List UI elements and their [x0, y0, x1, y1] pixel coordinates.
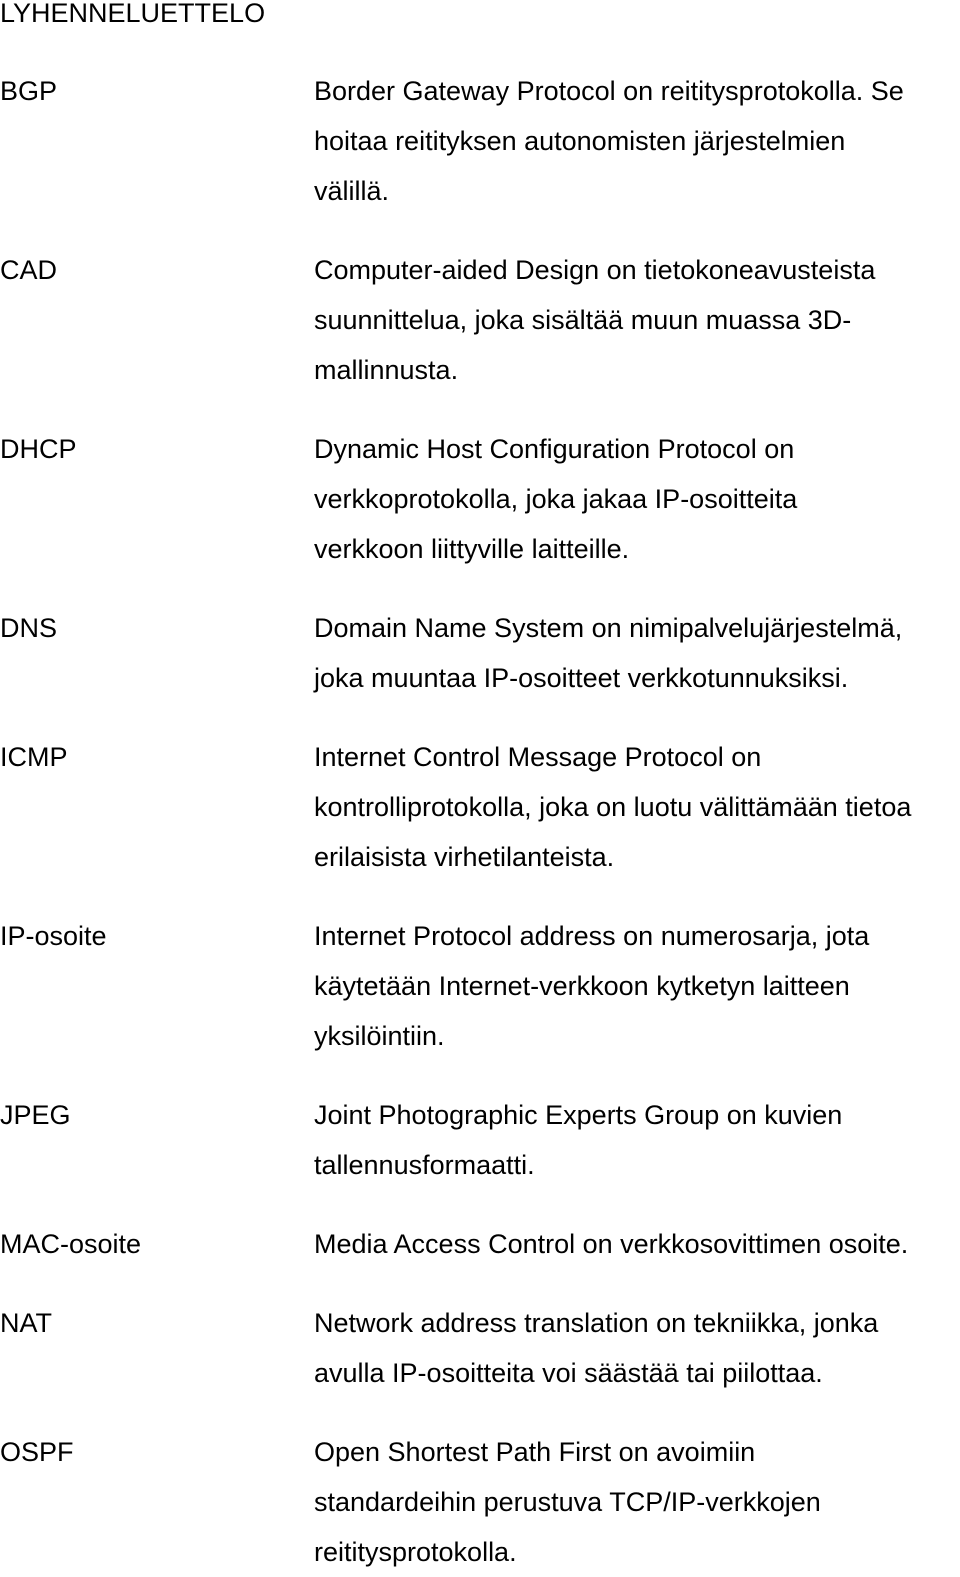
- definition-line: joka muuntaa IP-osoitteet verkkotunnuksiksi.: [314, 663, 849, 693]
- definition-line: Joint Photographic Experts Group on kuvien: [314, 1100, 843, 1130]
- definition-line: avulla IP-osoitteita voi säästää tai piilottaa.: [314, 1358, 823, 1388]
- abbreviation-term: DHCP: [0, 434, 77, 464]
- definition-line: Dynamic Host Configuration Protocol on: [314, 434, 795, 464]
- definition-line: Internet Protocol address on numerosarja, jota: [314, 921, 870, 951]
- abbreviation-definition: [314, 603, 902, 703]
- abbreviation-definition: [314, 66, 904, 216]
- abbreviation-term: BGP: [0, 76, 58, 106]
- abbreviation-definition: [314, 911, 869, 1061]
- abbreviation-definition: [314, 732, 911, 882]
- definition-line: verkkoon liittyville laitteille.: [314, 534, 630, 564]
- definition-line: mallinnusta.: [314, 355, 459, 385]
- definition-line: Domain Name System on nimipalvelujärjestelmä,: [314, 613, 903, 643]
- definition-line: Media Access Control on verkkosovittimen osoite.: [314, 1229, 909, 1259]
- definition-line: tallennusformaatti.: [314, 1150, 535, 1180]
- definition-line: Border Gateway Protocol on reititysprotokolla. Se: [314, 76, 904, 106]
- abbreviation-definition: [314, 424, 797, 574]
- definition-line: Open Shortest Path First on avoimiin: [314, 1437, 756, 1467]
- abbreviation-term: OSPF: [0, 1437, 74, 1467]
- definition-line: Computer-aided Design on tietokoneavusteista: [314, 255, 876, 285]
- definition-line: käytetään Internet-verkkoon kytketyn laitteen: [314, 971, 850, 1001]
- abbreviation-term: IP-osoite: [0, 921, 107, 951]
- abbreviation-term: JPEG: [0, 1100, 71, 1130]
- definition-line: verkkoprotokolla, joka jakaa IP-osoitteita: [314, 484, 798, 514]
- abbreviation-definition: [314, 1427, 821, 1577]
- abbreviation-term: MAC-osoite: [0, 1229, 142, 1259]
- definition-line: hoitaa reitityksen autonomisten järjestelmien: [314, 126, 846, 156]
- page-title: LYHENNELUETTELO: [0, 0, 266, 28]
- abbreviation-term: ICMP: [0, 742, 68, 772]
- abbreviation-term: DNS: [0, 613, 58, 643]
- definition-line: erilaisista virhetilanteista.: [314, 842, 615, 872]
- definition-line: välillä.: [314, 176, 390, 206]
- abbreviation-definition: [314, 1219, 908, 1269]
- abbreviation-definition: [314, 245, 875, 395]
- definition-line: Internet Control Message Protocol on: [314, 742, 762, 772]
- definition-line: kontrolliprotokolla, joka on luotu välittämään tietoa: [314, 792, 912, 822]
- definition-line: reititysprotokolla.: [314, 1537, 517, 1567]
- abbreviation-definition: [314, 1298, 878, 1398]
- definition-line: standardeihin perustuva TCP/IP-verkkojen: [314, 1487, 821, 1517]
- definition-line: Network address translation on tekniikka, jonka: [314, 1308, 879, 1338]
- abbreviation-term: NAT: [0, 1308, 52, 1338]
- abbreviation-term: CAD: [0, 255, 58, 285]
- definition-line: yksilöintiin.: [314, 1021, 445, 1051]
- abbreviation-definition: [314, 1090, 842, 1190]
- definition-line: suunnittelua, joka sisältää muun muassa 3D-: [314, 305, 852, 335]
